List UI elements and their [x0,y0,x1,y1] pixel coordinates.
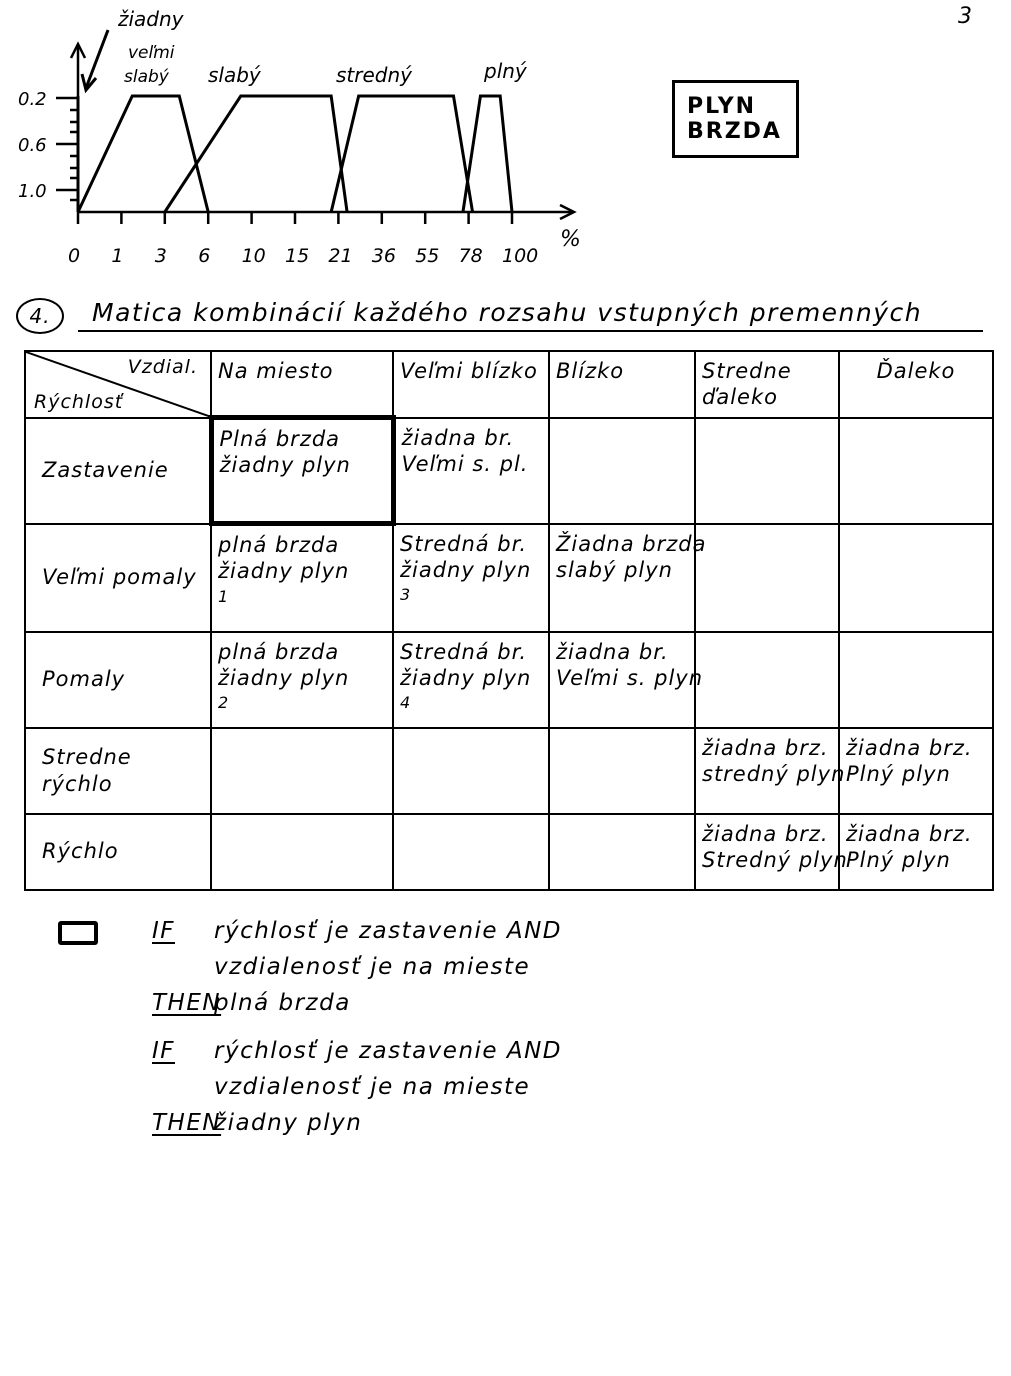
x-tick-label: 3 [154,245,167,267]
cell-text: žiadna br. [401,425,515,450]
cell-text: stredný plyn [702,761,846,786]
matrix-cell [211,814,393,890]
rule-index-number: 2 [218,693,230,712]
rule-index-number: 3 [400,585,412,604]
matrix-header-row [25,351,993,418]
x-tick-label: 1 [111,245,124,267]
cell-text: slabý plyn [556,557,673,582]
rule-result: plná brzda [214,990,351,1016]
row-label: Pomaly [25,632,211,728]
rule-index-number: 1 [218,586,230,606]
matrix-cell [393,524,549,632]
membership-chart [0,0,620,280]
matrix-corner-cell [25,351,211,418]
set-label: žiadny [118,7,184,31]
column-header: Stredne ďaleko [695,351,839,418]
rule-if-keyword: IF [152,918,176,944]
matrix-cell [549,814,695,890]
set-label: slabý [124,67,169,87]
matrix-cell [549,418,695,524]
matrix-cell [211,728,393,814]
y-tick-label: 0.6 [18,135,47,156]
x-tick-label: 55 [415,245,440,267]
cell-text: žiadny plyn [219,453,351,478]
column-header: Ďaleko [839,351,993,418]
rule-if-keyword: IF [152,1038,176,1064]
section-underline [78,330,983,332]
section-number: 4. [16,298,64,334]
row-label: Stredne rýchlo [25,728,211,814]
corner-label-distance: Vzdial. [127,356,198,378]
cell-text: žiadny plyn [400,665,532,690]
cell-text: žiadny plyn [218,559,350,584]
column-header: Na miesto [211,351,393,418]
membership-series [331,96,472,212]
cell-text: Stredný plyn [702,847,848,872]
cell-text: Plný plyn [846,761,951,786]
row-label: Zastavenie [25,418,211,524]
matrix-cell [839,728,993,814]
cell-text: Veľmi s. pl. [401,451,529,476]
section-title: Matica kombinácií každého rozsahu vstupných premenných [92,298,923,327]
x-tick-label: 15 [285,245,310,267]
rule-condition: rýchlosť je zastavenie AND [214,1038,563,1064]
x-tick-label: 78 [458,245,483,267]
set-label: stredný [336,63,412,87]
matrix-cell [393,814,549,890]
legend-line-gas: PLYN [687,94,757,119]
matrix-cell [549,728,695,814]
matrix-cell [393,728,549,814]
matrix-cell [695,524,839,632]
cell-text: žiadna brz. [702,735,829,760]
cell-text: Stredná br. [400,639,528,664]
combination-matrix [24,350,994,891]
legend-line-brake: BRZDA [687,119,782,144]
set-label: plný [484,59,527,83]
x-tick-label: 36 [371,245,396,267]
cell-text: žiadny plyn [400,557,532,582]
rule-then-keyword: THEN [152,990,222,1016]
matrix-cell [695,814,848,890]
x-unit-label: % [560,227,581,252]
x-tick-label: 6 [198,245,211,267]
cell-text: žiadna br. [556,639,669,664]
x-tick-label: 21 [328,245,353,267]
page-number: 3 [958,4,973,29]
x-tick-label: 10 [241,245,266,267]
membership-series [78,96,208,212]
cell-text: žiadna brz. [846,735,973,760]
label-pointer [86,30,108,88]
column-header: Blízko [549,351,695,418]
cell-text: plná brzda [218,639,340,664]
matrix-cell [695,418,839,524]
matrix-cell [211,418,393,524]
set-label: veľmi [128,43,175,63]
rule-condition: vzdialenosť je na mieste [214,954,531,980]
cell-text: Žiadna brzda [556,531,707,556]
cell-text: plná brzda [218,533,340,557]
matrix-cell [211,524,393,632]
cell-text: Plný plyn [846,847,951,872]
matrix-cell [393,418,549,524]
cell-text: Stredná br. [400,531,528,556]
rule-block [152,1038,562,1146]
membership-series [165,96,347,212]
rule-condition: rýchlosť je zastavenie AND [214,918,563,944]
matrix-cell [839,524,993,632]
matrix-cell [839,632,993,728]
matrix-row [25,524,993,632]
rule-condition: vzdialenosť je na mieste [214,1074,531,1100]
x-tick-label: 100 [502,245,539,267]
matrix-cell [211,632,393,728]
corner-label-speed: Rýchlosť [34,390,124,413]
rule-marker-box [58,921,98,945]
rule-block [152,918,562,1026]
row-label: Rýchlo [25,814,211,890]
cell-text: žiadny plyn [218,665,350,690]
y-tick-label: 0.2 [18,89,47,110]
rule-index-number: 4 [400,693,412,712]
matrix-cell [839,814,993,890]
legend-box [672,80,799,158]
set-label: slabý [208,63,261,87]
x-tick-label: 0 [68,245,81,267]
matrix-row [25,632,993,728]
matrix-row [25,418,993,524]
rule-result: žiadny plyn [214,1110,363,1136]
matrix-cell [393,632,549,728]
matrix-cell [695,632,839,728]
cell-text: Plná brzda [219,427,341,451]
row-label: Veľmi pomaly [25,524,211,632]
matrix-cell [549,632,704,728]
cell-text: žiadna brz. [846,821,973,846]
cell-text: žiadna brz. [702,821,829,846]
matrix-row [25,728,993,814]
column-header: Veľmi blízko [393,351,549,418]
matrix-cell [549,524,707,632]
matrix-cell [839,418,993,524]
cell-text: Veľmi s. plyn [556,665,704,690]
y-tick-label: 1.0 [18,181,47,202]
matrix-row [25,814,993,890]
rule-then-keyword: THEN [152,1110,222,1136]
matrix-cell [695,728,846,814]
